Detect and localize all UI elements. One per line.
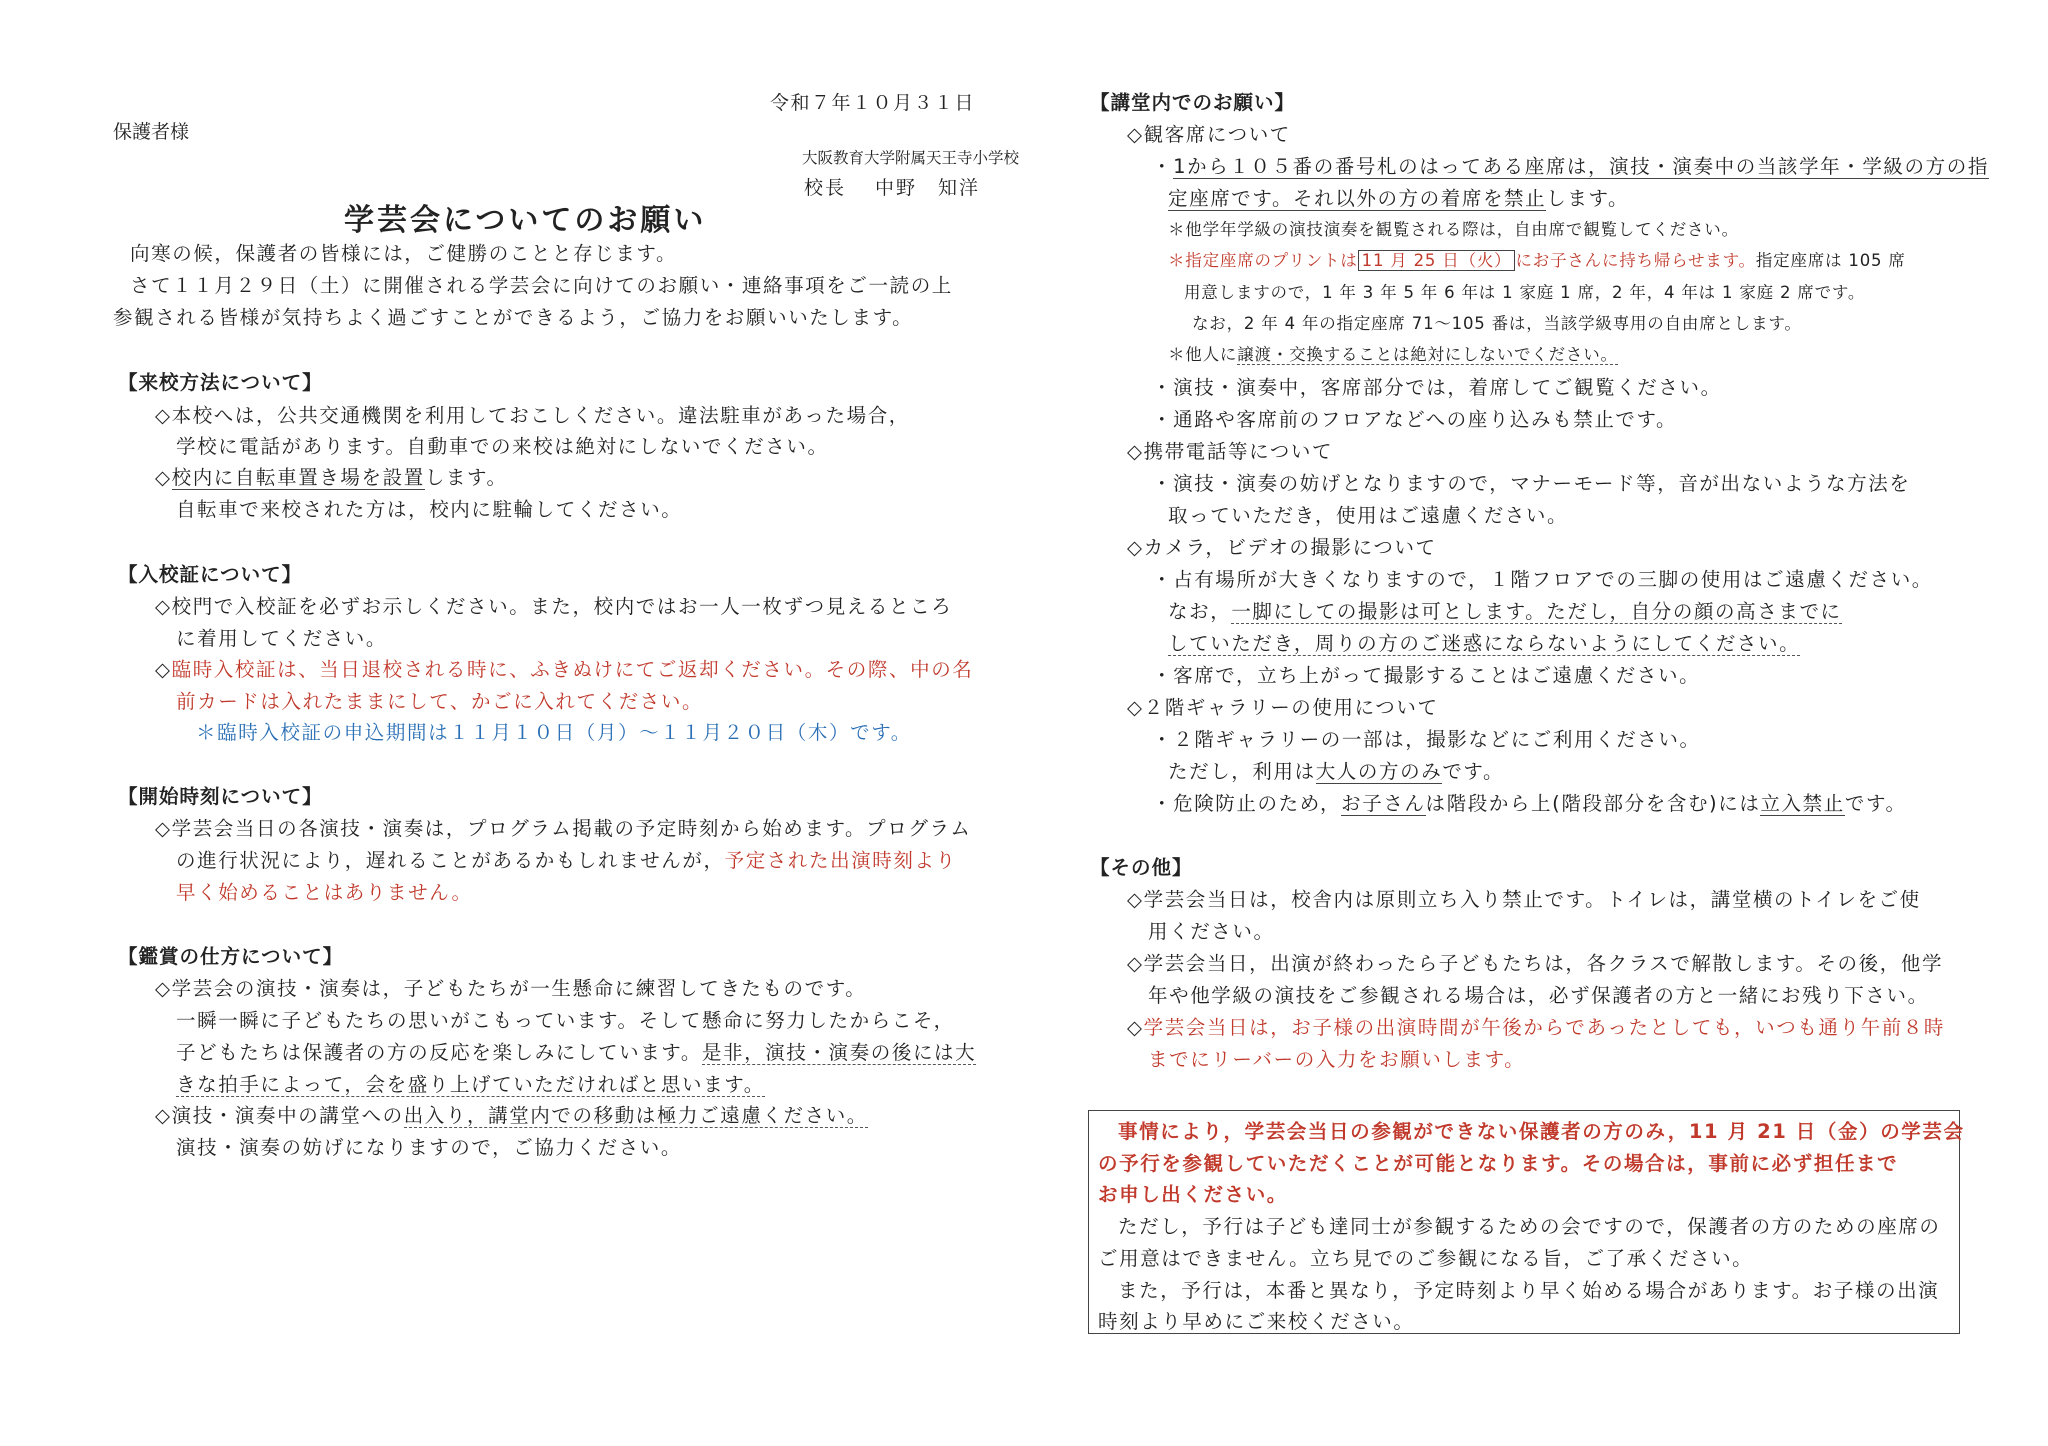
monopod-text: 一脚にしての撮影は可とします。ただし，自分の顔の高さまでに bbox=[1231, 600, 1842, 623]
intro-line-3: 参観される皆様が気持ちよく過ごすことができるよう，ご協力をお願いいたします。 bbox=[113, 306, 914, 329]
notice-line-6: また，予行は，本番と異なり，予定時刻より早く始める場合があります。お子様の出演 bbox=[1118, 1279, 1940, 1302]
watch-line-4 bbox=[176, 1070, 765, 1100]
other-line-2: 用ください。 bbox=[1148, 920, 1275, 943]
diamond-bullet: ◇ bbox=[1127, 1016, 1144, 1039]
notice-line-4: ただし，予行は子ども達同士が参観するための会ですので，保護者の方のための座席の bbox=[1118, 1215, 1941, 1238]
temp-pass-return-text: 臨時入校証は、当日退校される時に、ふきぬけにてご返却ください。その際、中の名 bbox=[171, 658, 974, 681]
hall-seats-note-2 bbox=[1168, 246, 1906, 276]
section-heading-other: 【その他】 bbox=[1090, 856, 1193, 879]
assigned-seats-text-cont: 定座席です。それ以外の方の着席を禁止 bbox=[1168, 187, 1547, 210]
seat-print-date: 11 月 25 日（火） bbox=[1358, 250, 1516, 271]
hall-gallery-line-2 bbox=[1168, 757, 1504, 787]
hall-seats-note-5 bbox=[1168, 340, 1618, 370]
assigned-seats-text: 1から１０５番の番号札のはってある座席は，演技・演奏中の当該学年・学級の方の指 bbox=[1173, 155, 1989, 178]
bicycle-parking-text: 校内に自転車置き場を設置 bbox=[171, 466, 425, 489]
hall-phone-line-1: ・演技・演奏の妨げとなりますので，マナーモード等，音が出ないような方法を bbox=[1152, 472, 1911, 495]
school-name: 大阪教育大学附属天王寺小学校 bbox=[802, 149, 1020, 167]
movement-restriction-text: 出入り，講堂内での移動は極力ご遠慮ください。 bbox=[403, 1104, 868, 1127]
notice-line-7: 時刻より早めにご来校ください。 bbox=[1098, 1310, 1415, 1333]
lever-reminder-text: 学芸会当日は，お子様の出演時間が午後からであったとしても，いつも通り午前８時 bbox=[1143, 1016, 1946, 1039]
no-transfer-prefix: ＊他人に bbox=[1168, 345, 1238, 364]
section-heading-hall: 【講堂内でのお願い】 bbox=[1090, 91, 1296, 114]
gallery-line-2-end: です。 bbox=[1442, 760, 1505, 783]
diamond-bullet: ◇ bbox=[155, 466, 172, 489]
children-text: お子さん bbox=[1341, 792, 1426, 815]
section-heading-pass: 【入校証について】 bbox=[118, 563, 303, 586]
access-line-3 bbox=[155, 463, 508, 493]
watch-line-3-text: 子どもたちは保護者の方の反応を楽しみにしています。 bbox=[176, 1041, 702, 1064]
start-line-2-text: の進行状況により，遅れることがあるかもしれませんが， bbox=[176, 849, 725, 872]
hall-gallery-heading: ◇２階ギャラリーの使用について bbox=[1127, 696, 1439, 719]
start-line-2-red: 予定された出演時刻より bbox=[724, 849, 957, 872]
section-heading-watch: 【鑑賞の仕方について】 bbox=[118, 945, 344, 968]
gallery-line-3-e: です。 bbox=[1844, 792, 1907, 815]
start-line-2 bbox=[176, 846, 957, 876]
no-transfer-text: 譲渡・交換することは絶対にしないでください。 bbox=[1237, 345, 1618, 364]
intro-line-1: 向寒の候，保護者の皆様には，ご健勝のことと存じます。 bbox=[130, 242, 678, 265]
monopod-text-cont: していただき，周りの方のご迷惑にならないようにしてください。 bbox=[1168, 632, 1801, 655]
hall-camera-line-4: ・客席で，立ち上がって撮影することはご遠慮ください。 bbox=[1152, 664, 1701, 687]
hall-phone-heading: ◇携帯電話等について bbox=[1127, 440, 1334, 463]
dot-bullet: ・ bbox=[1152, 155, 1174, 178]
adults-only-text: 大人の方のみ bbox=[1315, 760, 1443, 783]
watch-line-1: ◇学芸会の演技・演奏は，子どもたちが一生懸命に練習してきたものです。 bbox=[155, 977, 867, 1000]
seat-count-text: 指定座席は 105 席 bbox=[1755, 251, 1906, 270]
intro-line-2: さて１１月２９日（土）に開催される学芸会に向けてのお願い・連絡事項をご一読の上 bbox=[130, 274, 953, 297]
gallery-line-3-c: は階段から上(階段部分を含む)には bbox=[1425, 792, 1761, 815]
notice-line-1: 事情により，学芸会当日の参観ができない保護者の方のみ，11 月 21 日（金）の学芸会 bbox=[1118, 1120, 1965, 1143]
section-heading-start: 【開始時刻について】 bbox=[118, 785, 323, 808]
hall-seats-note-1: ＊他学年学級の演技演奏を観覧される際は，自由席で観覧してください。 bbox=[1168, 220, 1739, 239]
access-line-4: 自転車で来校された方は，校内に駐輪してください。 bbox=[176, 498, 683, 521]
diamond-bullet: ◇ bbox=[155, 658, 172, 681]
watch-line-6: 演技・演奏の妨げになりますので，ご協力ください。 bbox=[176, 1136, 683, 1159]
section-heading-access: 【来校方法について】 bbox=[118, 371, 323, 394]
start-line-3: 早く始めることはありません。 bbox=[176, 881, 473, 904]
hall-seats-note-4: なお，2 年 4 年の指定座席 71～105 番は，当該学級専用の自由席とします。 bbox=[1192, 314, 1802, 333]
start-line-1: ◇学芸会当日の各演技・演奏は，プログラム掲載の予定時刻から始めます。プログラム bbox=[155, 817, 972, 840]
other-line-1: ◇学芸会当日は，校舎内は原則立ち入り禁止です。トイレは，講堂横のトイレをご使 bbox=[1127, 888, 1921, 911]
other-line-3: ◇学芸会当日，出演が終わったら子どもたちは，各クラスで解散します。その後，他学 bbox=[1127, 952, 1944, 975]
pass-line-1: ◇校門で入校証を必ずお示しください。また，校内ではお一人一枚ずつ見えるところ bbox=[155, 595, 953, 618]
pass-line-2: に着用してください。 bbox=[176, 627, 388, 650]
notice-line-5: ご用意はできません。立ち見でのご参観になる旨，ご了承ください。 bbox=[1098, 1247, 1754, 1270]
hall-seats-line-2 bbox=[1168, 184, 1629, 214]
applause-text-cont: きな拍手によって，会を盛り上げていただければと思います。 bbox=[176, 1073, 765, 1096]
access-line-3-end: します。 bbox=[424, 466, 508, 489]
watch-line-5-text: ◇演技・演奏中の講堂への bbox=[155, 1104, 404, 1127]
hall-seats-note-3: 用意しますので，1 年 3 年 5 年 6 年は 1 家庭 1 席，2 年，4 年は 1 家庭 2 席です。 bbox=[1184, 283, 1866, 302]
watch-line-5 bbox=[155, 1101, 868, 1131]
date-text: 令和７年１０月３１日 bbox=[770, 92, 976, 114]
hall-seats-heading: ◇観客席について bbox=[1127, 123, 1291, 146]
access-line-1: ◇本校へは，公共交通機関を利用しておこしください。違法駐車があった場合， bbox=[155, 404, 910, 427]
pass-line-4: 前カードは入れたままにして、かごに入れてください。 bbox=[176, 690, 704, 713]
watch-line-3 bbox=[176, 1038, 976, 1068]
seat-print-text: ＊指定座席のプリントは bbox=[1168, 251, 1358, 270]
other-line-6: までにリーバーの入力をお願いします。 bbox=[1148, 1048, 1526, 1071]
hall-camera-heading: ◇カメラ，ビデオの撮影について bbox=[1127, 536, 1437, 559]
hall-seats-line-9: ・通路や客席前のフロアなどへの座り込みも禁止です。 bbox=[1152, 408, 1678, 431]
hall-phone-line-2: 取っていただき，使用はご遠慮ください。 bbox=[1168, 504, 1569, 527]
hall-camera-line-1: ・占有場所が大きくなりますので，１階フロアでの三脚の使用はご遠慮ください。 bbox=[1152, 568, 1933, 591]
hall-gallery-line-3 bbox=[1152, 789, 1907, 819]
gallery-line-2-prefix: ただし，利用は bbox=[1168, 760, 1316, 783]
recipient-text: 保護者様 bbox=[113, 121, 190, 143]
hall-camera-line-2-prefix: なお， bbox=[1168, 600, 1232, 623]
applause-text: 是非，演技・演奏の後には大 bbox=[701, 1041, 977, 1064]
principal-name: 校長 中野 知洋 bbox=[804, 177, 981, 199]
hall-seats-line-1 bbox=[1152, 152, 1989, 182]
seat-print-text-2: にお子さんに持ち帰らせます。 bbox=[1515, 251, 1756, 270]
watch-line-2: 一瞬一瞬に子どもたちの思いがこもっています。そして懸命に努力したからこそ， bbox=[176, 1009, 955, 1032]
pass-line-3 bbox=[155, 655, 973, 685]
access-line-2: 学校に電話があります。自動車での来校は絶対にしないでください。 bbox=[176, 435, 829, 458]
pass-application-period: ＊臨時入校証の申込期間は１１月１０日（月）～１１月２０日（木）です。 bbox=[196, 721, 912, 744]
notice-line-3: お申し出ください。 bbox=[1098, 1183, 1288, 1206]
other-line-5 bbox=[1127, 1013, 1945, 1043]
gallery-line-3-a: ・危険防止のため， bbox=[1152, 792, 1342, 815]
hall-camera-line-3 bbox=[1168, 629, 1800, 659]
page-title: 学芸会についてのお願い bbox=[344, 203, 707, 238]
notice-line-2: の予行を参観していただくことが可能となります。その場合は，事前に必ず担任まで bbox=[1098, 1152, 1899, 1175]
hall-seats-line-8: ・演技・演奏中，客席部分では，着席してご観覧ください。 bbox=[1152, 376, 1722, 399]
hall-camera-line-2 bbox=[1168, 597, 1842, 627]
hall-gallery-line-1: ・２階ギャラリーの一部は，撮影などにご利用ください。 bbox=[1152, 728, 1701, 751]
other-line-4: 年や他学級の演技をご参観される場合は，必ず保護者の方と一緒にお残り下さい。 bbox=[1148, 984, 1929, 1007]
hall-seats-line-2-end: します。 bbox=[1546, 187, 1630, 210]
no-entry-text: 立入禁止 bbox=[1760, 792, 1845, 815]
